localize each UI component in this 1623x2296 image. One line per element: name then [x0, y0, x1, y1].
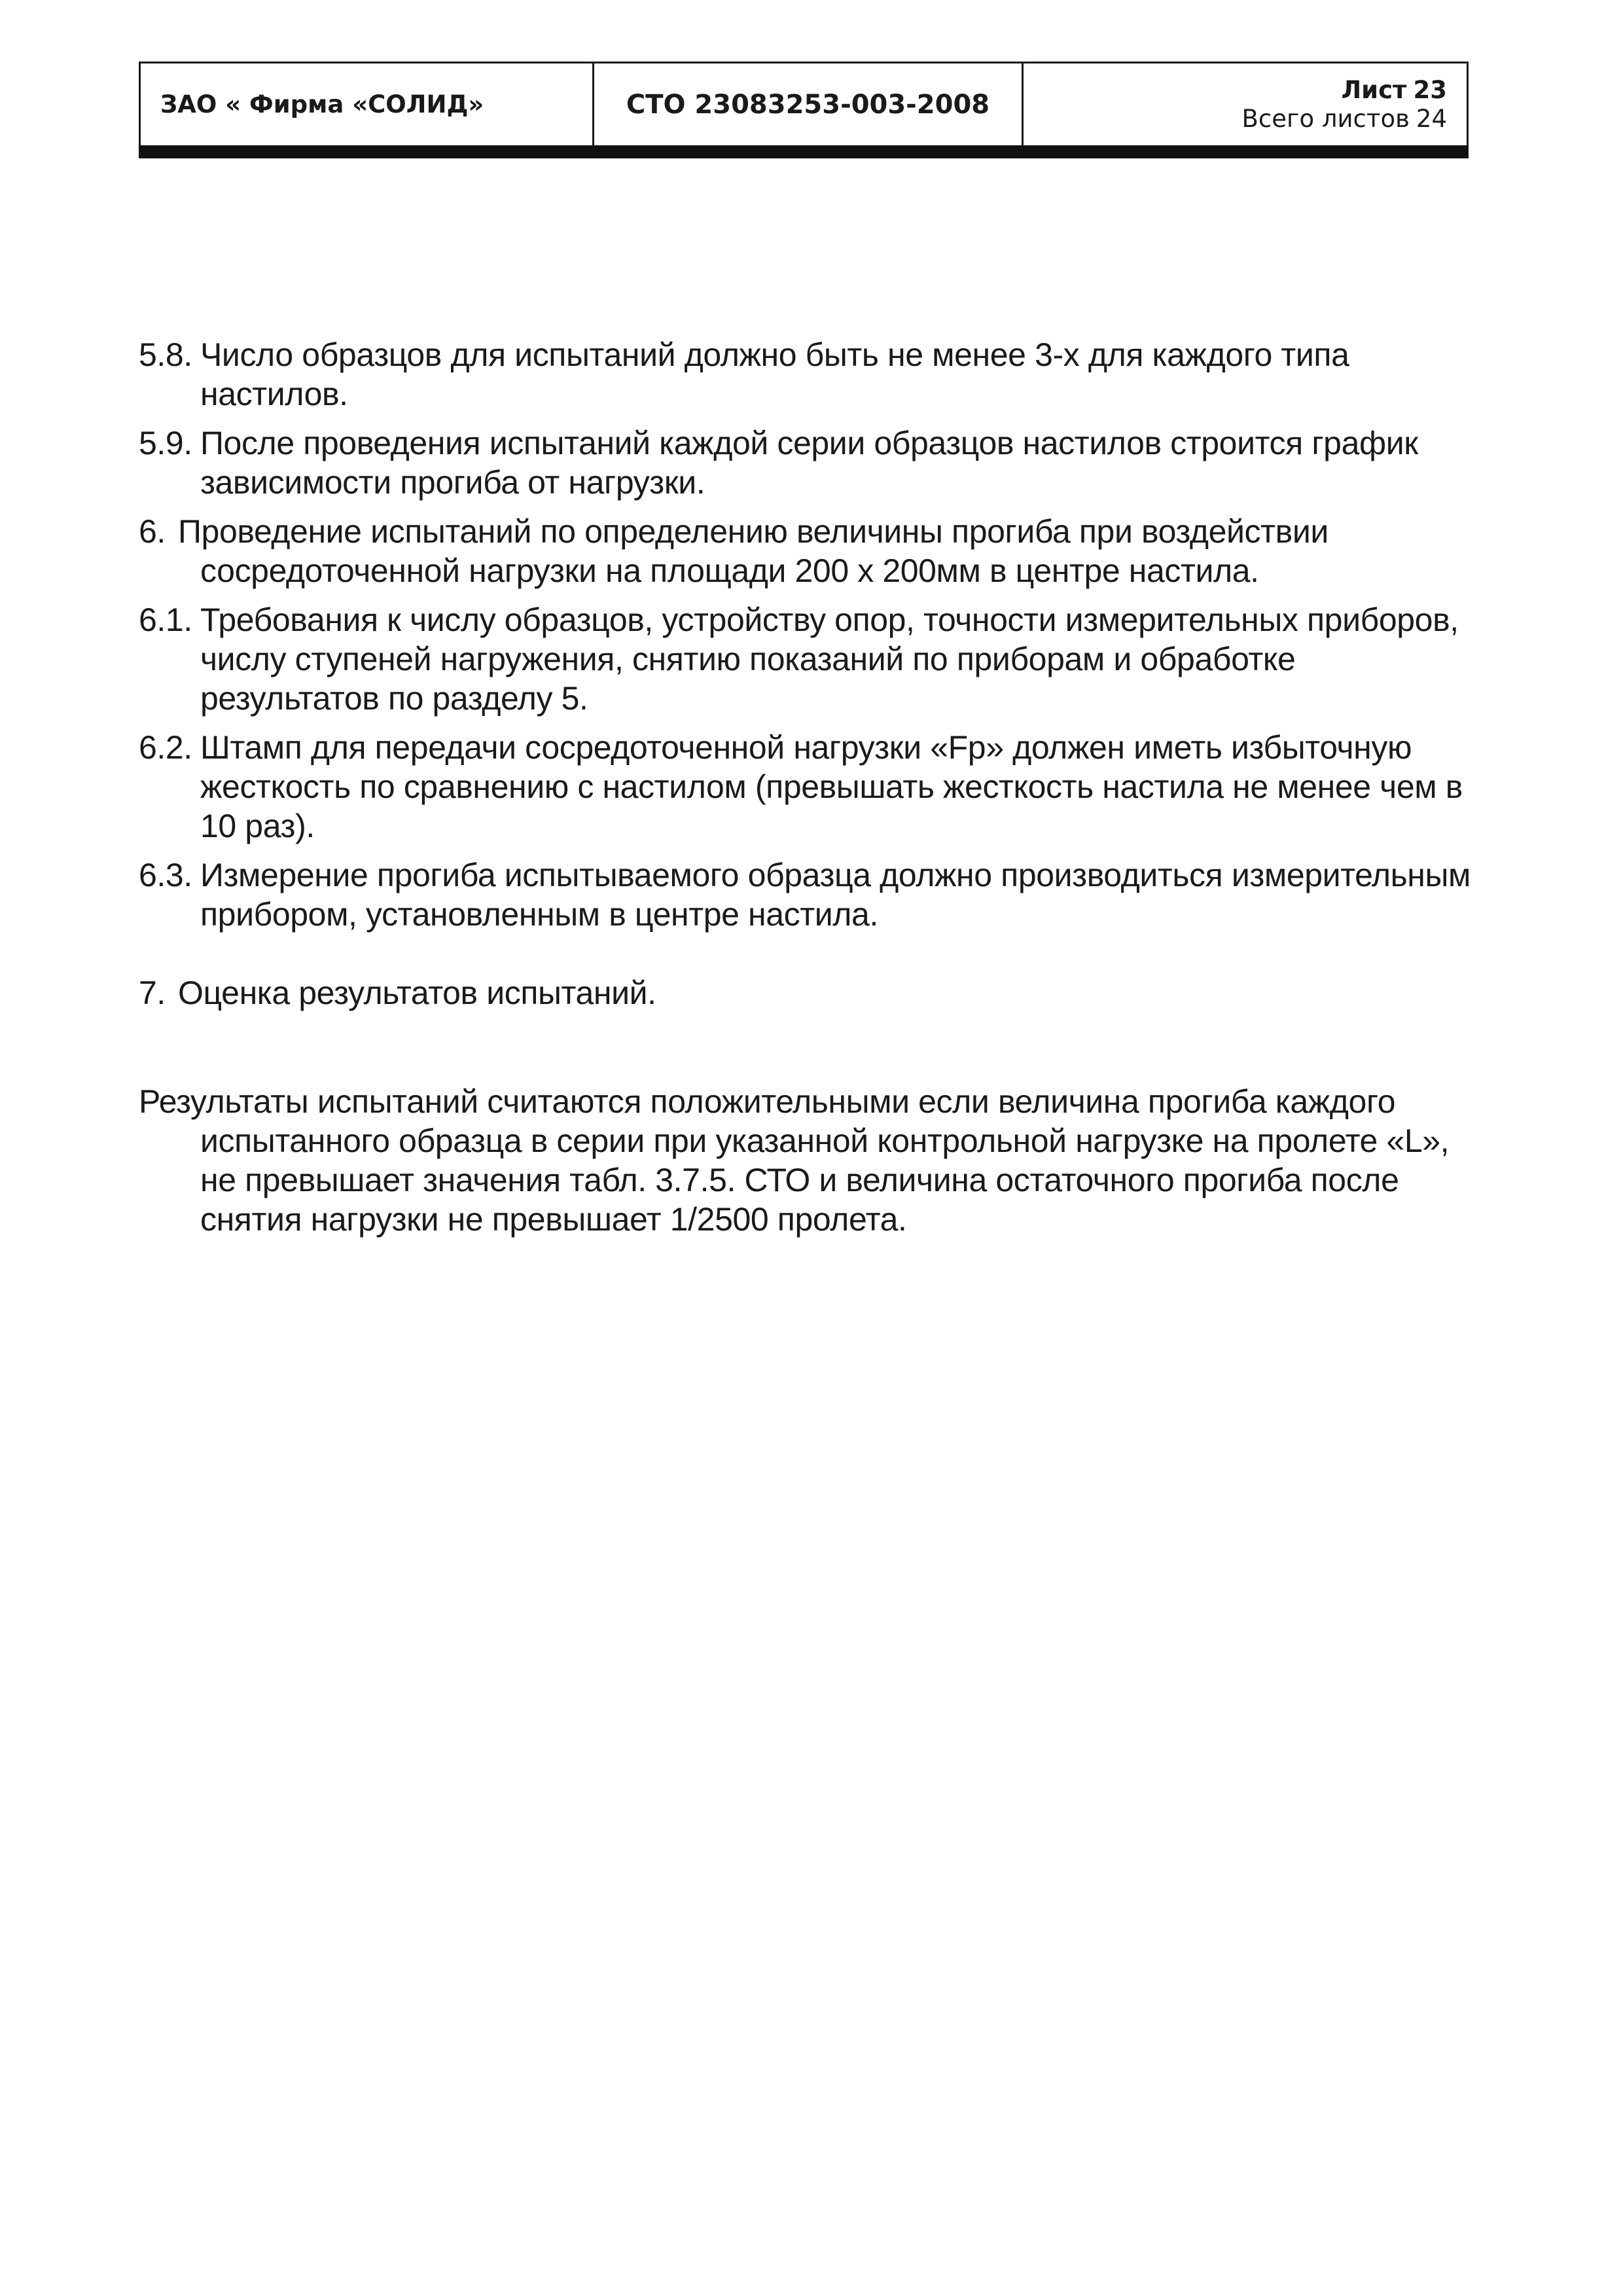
- total-sheets-label: Всего листов: [1241, 104, 1410, 133]
- header-divider-bar: [139, 145, 1469, 158]
- sheet-info: [1022, 63, 1467, 145]
- clause-number: 6.3.: [139, 857, 192, 893]
- results-paragraph: Результаты испытаний считаются положительными если величина прогиба каждого испытанного образца в серии при указанной контрольной нагрузке на пролете «L», не превышает значения табл. 3.7.5. СТО и величина остаточного прогиба после снятия нагрузки не превышает 1/2500 пролета.: [139, 1083, 1450, 1238]
- sheet-number: 23: [1413, 75, 1447, 104]
- clause-number: 5.9.: [139, 425, 192, 461]
- clause-text: После проведения испытаний каждой серии образцов настилов строится график зависимости прогиба от нагрузки.: [200, 425, 1418, 501]
- clause-text: Число образцов для испытаний должно быть не менее 3-х для каждого типа настилов.: [200, 336, 1349, 412]
- clause-number: 6.1.: [139, 601, 192, 638]
- section-number: 7.: [139, 975, 166, 1011]
- section-7-heading: [139, 973, 1474, 1013]
- clause-5-8: [139, 335, 1474, 414]
- clause-number: 5.8.: [139, 336, 192, 373]
- section-title: Оценка результатов испытаний.: [178, 975, 656, 1011]
- clause-text: Проведение испытаний по определению величины прогиба при воздействии сосредоточенной нагрузки на площади 200 х 200мм в центре настила.: [178, 513, 1329, 589]
- clause-text: Измерение прогиба испытываемого образца должно производиться измерительным прибором, установленным в центре настила.: [200, 857, 1471, 933]
- sheet-label: Лист: [1341, 75, 1407, 104]
- clause-text: Штамп для передачи сосредоточенной нагрузки «Fp» должен иметь избыточную жесткость по сравнению с настилом (превышать жесткость настила не менее чем в 10 раз).: [200, 729, 1463, 844]
- page-header: [139, 62, 1469, 145]
- company-name: ЗАО « Фирма «СОЛИД»: [160, 90, 484, 118]
- document-code: СТО 23083253-003-2008: [592, 63, 1022, 145]
- clause-6-2: [139, 728, 1474, 846]
- clause-6-3: [139, 855, 1474, 934]
- clause-number: 6.2.: [139, 729, 192, 766]
- total-sheets-line: [1242, 105, 1447, 134]
- document-body: [139, 335, 1474, 1239]
- clause-text: Требования к числу образцов, устройству опор, точности измерительных приборов, числу ступеней нагружения, снятию показаний по приборам и обработке результатов по разделу 5.: [200, 601, 1459, 717]
- clause-5-9: [139, 423, 1474, 502]
- clause-6: [139, 512, 1474, 590]
- sheet-line: [1341, 76, 1447, 105]
- clause-6-1: [139, 600, 1474, 718]
- clause-number: 6.: [139, 513, 166, 550]
- total-sheets-number: 24: [1416, 104, 1447, 133]
